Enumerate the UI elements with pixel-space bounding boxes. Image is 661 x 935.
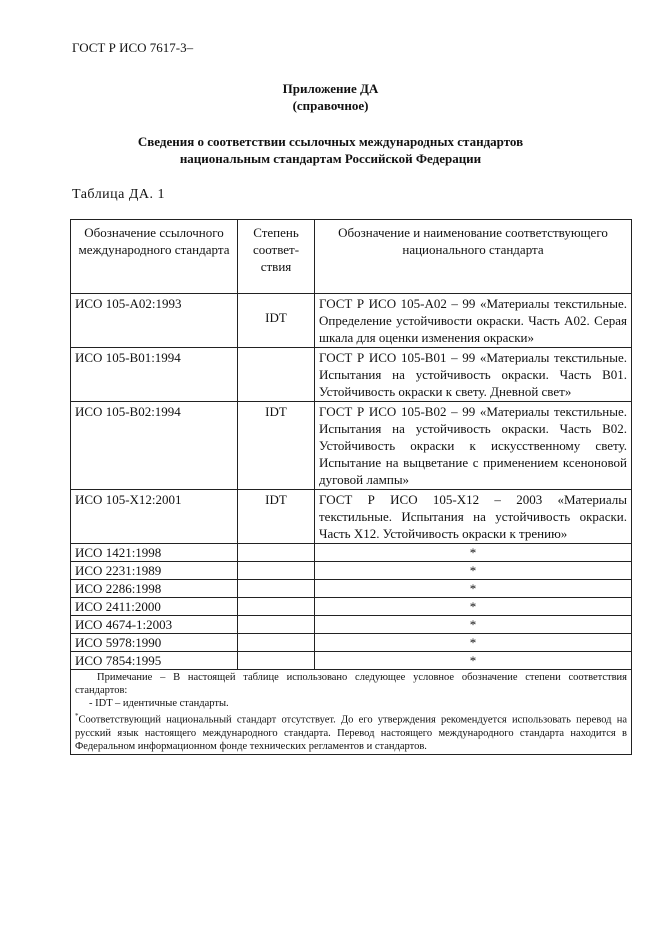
- table-row: [71, 634, 632, 652]
- degree-cell: IDT: [238, 402, 315, 490]
- national-cell: ГОСТ Р ИСО 105-А02 – 99 «Материалы текстильные. Определение устойчивости окраски. Часть А02. Серая шкала для оценки изменения окраски»: [315, 294, 632, 348]
- table-note: Примечание – В настоящей таблице использовано следующее условное обозначение степени соответствия стандартов:: [75, 672, 627, 696]
- std-cell: ИСО 105-В02:1994: [71, 402, 238, 490]
- std-cell: ИСО 5978:1990: [71, 634, 238, 652]
- degree-cell: [238, 616, 315, 634]
- table-row: [71, 348, 632, 402]
- notes-row: [71, 670, 632, 755]
- header-degree: Степень соответ-ствия: [238, 220, 315, 294]
- table-row: [71, 580, 632, 598]
- table-row: [71, 490, 632, 544]
- heading-line-2: национальным стандартам Российской Федерации: [179, 151, 482, 166]
- std-cell: ИСО 2286:1998: [71, 580, 238, 598]
- degree-cell: [238, 580, 315, 598]
- std-cell: ИСО 7854:1995: [71, 652, 238, 670]
- national-cell: *: [315, 634, 632, 652]
- std-cell: ИСО 105-В01:1994: [71, 348, 238, 402]
- degree-cell: [238, 634, 315, 652]
- table-row: [71, 544, 632, 562]
- degree-cell: IDT: [238, 490, 315, 544]
- correspondence-table: [70, 219, 632, 755]
- national-cell: *: [315, 544, 632, 562]
- national-cell: ГОСТ Р ИСО 105-В01 – 99 «Материалы текстильные. Испытания на устойчивость окраски. Часть В01. Устойчивость окраски к свету. Дневной свет»: [315, 348, 632, 402]
- table-row: [71, 616, 632, 634]
- std-cell: ИСО 105-А02:1993: [71, 294, 238, 348]
- idt-note: - IDT – идентичные стандарты.: [89, 698, 229, 709]
- degree-cell: [238, 598, 315, 616]
- degree-cell: [238, 652, 315, 670]
- footnote-text: Соответствующий национальный стандарт отсутствует. До его утверждения рекомендуется использовать перевод на русский язык настоящего международного стандарта. Перевод настоящего международного стандарта находится в Федеральном информационном фонде технических регламентов и стандартов.: [75, 714, 627, 752]
- appendix-subtitle: (справочное): [292, 98, 369, 113]
- degree-cell: [238, 348, 315, 402]
- national-cell: ГОСТ Р ИСО 105-Х12 – 2003 «Материалы текстильные. Испытания на устойчивость окраски. Часть Х12. Устойчивость окраски к трению»: [315, 490, 632, 544]
- std-cell: ИСО 2231:1989: [71, 562, 238, 580]
- document-header: ГОСТ Р ИСО 7617-3–: [72, 40, 194, 55]
- std-cell: ИСО 1421:1998: [71, 544, 238, 562]
- header-international-standard: Обозначение ссылочного международного стандарта: [71, 220, 238, 294]
- footnote-mark: *: [75, 712, 79, 720]
- header-national-standard: Обозначение и наименование соответствующего национального стандарта: [315, 220, 632, 294]
- notes-cell: [71, 670, 632, 755]
- degree-cell: IDT: [238, 294, 315, 348]
- table-label: Таблица ДА. 1: [72, 187, 166, 202]
- table-row: [71, 562, 632, 580]
- std-cell: ИСО 2411:2000: [71, 598, 238, 616]
- std-cell: ИСО 105-Х12:2001: [71, 490, 238, 544]
- table-row: [71, 294, 632, 348]
- std-cell: ИСО 4674-1:2003: [71, 616, 238, 634]
- national-cell: *: [315, 562, 632, 580]
- footnote: [75, 710, 627, 753]
- appendix-title: Приложение ДА: [282, 81, 379, 96]
- national-cell: ГОСТ Р ИСО 105-В02 – 99 «Материалы текстильные. Испытания на устойчивость окраски. Часть В02. Устойчивость окраски к искусственному свету. Испытание на выцветание с применением ксеноновой дуговой лампы»: [315, 402, 632, 490]
- table-row: [71, 402, 632, 490]
- national-cell: *: [315, 652, 632, 670]
- table-row: [71, 652, 632, 670]
- national-cell: *: [315, 580, 632, 598]
- degree-cell: [238, 562, 315, 580]
- heading-line-1: Сведения о соответствии ссылочных международных стандартов: [137, 134, 524, 149]
- degree-cell: [238, 544, 315, 562]
- national-cell: *: [315, 598, 632, 616]
- table-row: [71, 598, 632, 616]
- national-cell: *: [315, 616, 632, 634]
- table-header-row: [71, 220, 632, 294]
